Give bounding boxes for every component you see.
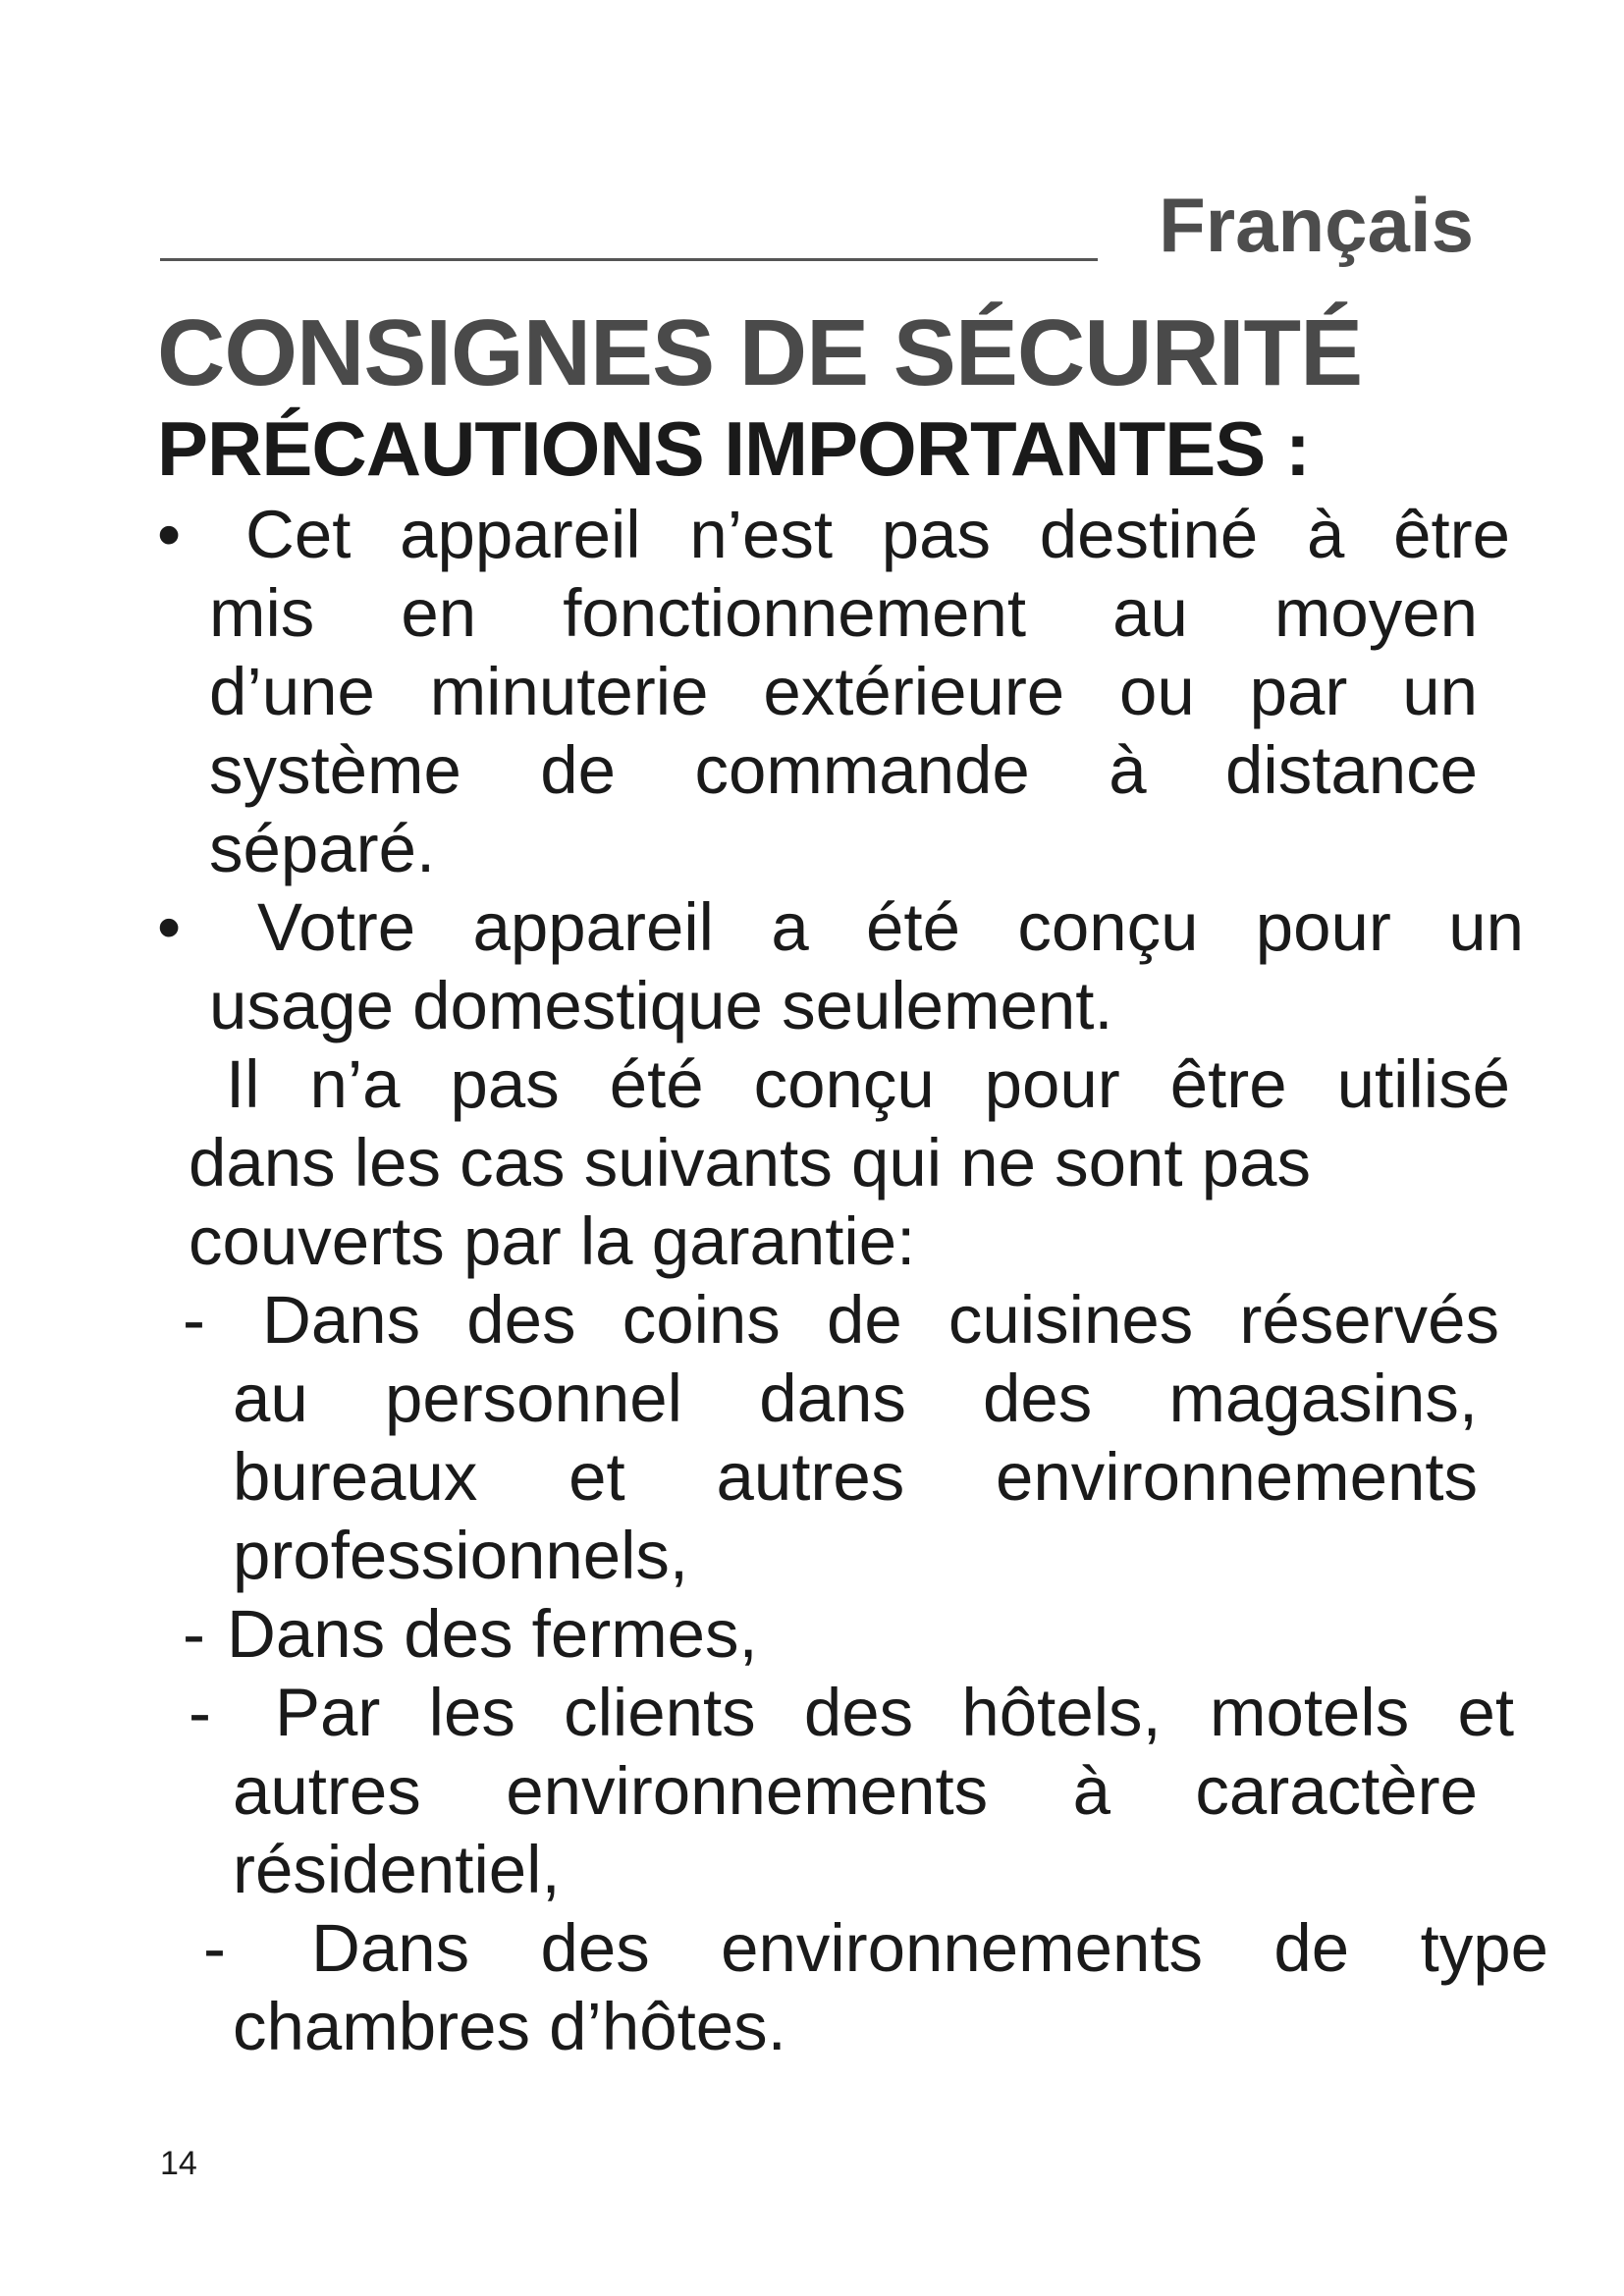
dash-1-line-4: professionnels, <box>233 1518 689 1593</box>
paragraph-line-2: dans les cas suivants qui ne sont pas <box>189 1125 1312 1201</box>
header-rule <box>160 258 1098 261</box>
dash-1-line-2: au personnel dans des magasins, <box>233 1361 1478 1436</box>
dash-3-line-2: autres environnements à caractère <box>233 1753 1478 1829</box>
bullet-1-line-4: système de commande à distance <box>209 732 1478 808</box>
dash-marker: - <box>203 1910 226 1986</box>
paragraph-line-1: Il n’a pas été conçu pour être utilisé <box>226 1046 1510 1122</box>
language-label: Français <box>1159 182 1474 268</box>
paragraph-line-3: couverts par la garantie: <box>189 1203 916 1279</box>
bullet-2-line-1: Votre appareil a été conçu pour un <box>257 889 1524 965</box>
bullet-marker: • <box>157 889 182 965</box>
bullet-1-line-5: séparé. <box>209 811 436 886</box>
dash-1-line-1: Dans des coins de cuisines réservés <box>262 1282 1499 1358</box>
dash-marker: - <box>183 1596 205 1672</box>
dash-3-line-1: Par les clients des hôtels, motels et <box>275 1675 1514 1750</box>
dash-4-line-2: chambres d’hôtes. <box>233 1989 786 2064</box>
bullet-1-line-2: mis en fonctionnement au moyen <box>209 575 1478 651</box>
bullet-1-line-3: d’une minuterie extérieure ou par un <box>209 654 1478 729</box>
bullet-2-line-2: usage domestique seulement. <box>209 968 1113 1043</box>
bullet-marker: • <box>157 497 182 572</box>
page-number: 14 <box>160 2145 197 2182</box>
page-title: CONSIGNES DE SÉCURITÉ <box>157 300 1363 405</box>
dash-2-line-1: Dans des fermes, <box>227 1596 758 1672</box>
dash-3-line-3: résidentiel, <box>233 1832 561 1907</box>
dash-marker: - <box>189 1675 211 1750</box>
bullet-1-line-1: Cet appareil n’est pas destiné à être <box>245 497 1510 572</box>
dash-4-line-1: Dans des environnements de type <box>311 1910 1548 1986</box>
dash-marker: - <box>183 1282 205 1358</box>
page-subtitle: PRÉCAUTIONS IMPORTANTES : <box>157 405 1310 492</box>
dash-1-line-3: bureaux et autres environnements <box>233 1439 1478 1515</box>
